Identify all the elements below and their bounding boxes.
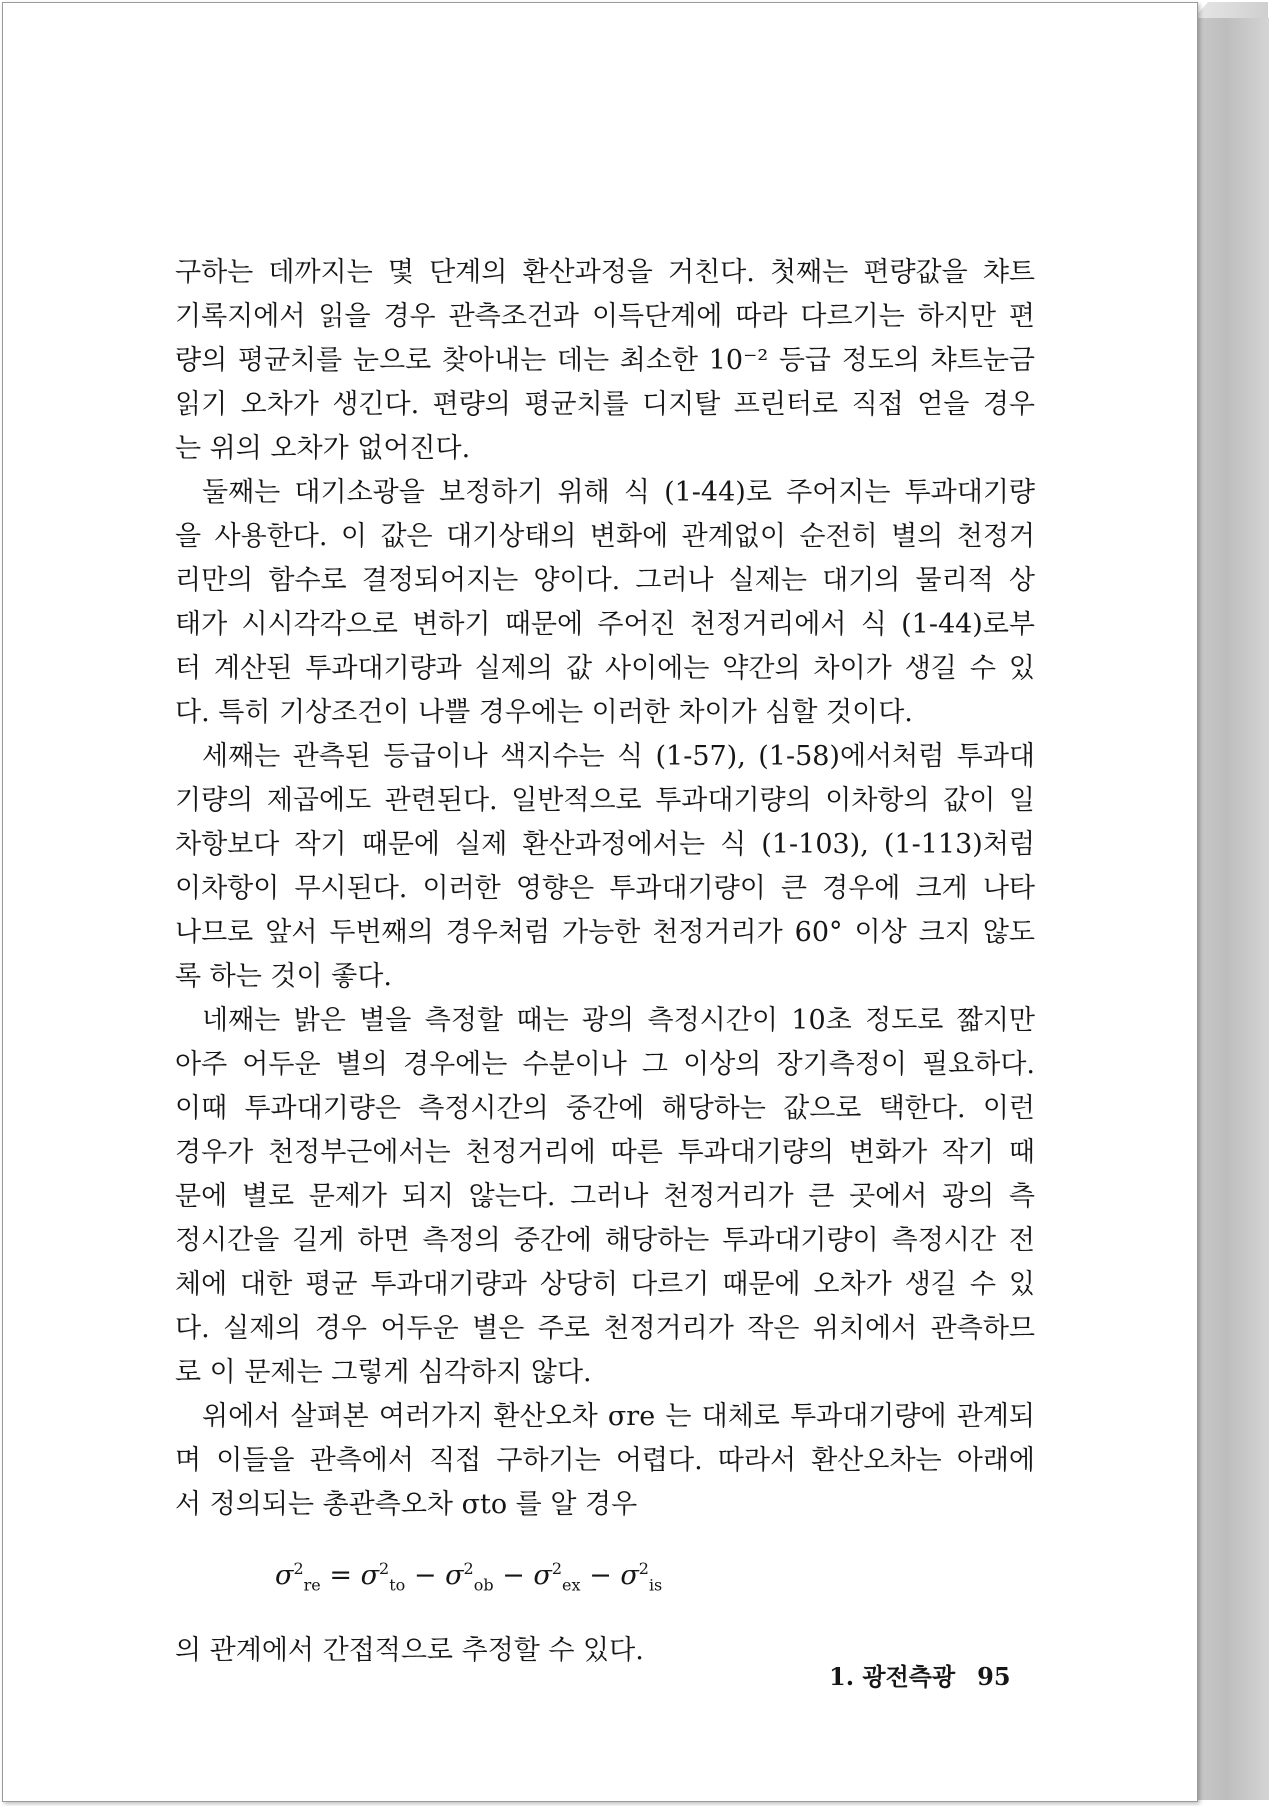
text-line: 네째는 밝은 별을 측정할 때는 광의 측정시간이 10초 정도로 짧지만 xyxy=(202,1005,1035,1036)
text-line: 리만의 함수로 결정되어지는 양이다. 그러나 실제는 대기의 물리적 상 xyxy=(175,565,1035,596)
text-line: 문에 별로 문제가 되지 않는다. 그러나 천정거리가 큰 곳에서 광의 측 xyxy=(175,1181,1035,1212)
eq-term: $\sigma^2_{is}$ xyxy=(620,1559,663,1595)
text-line: 터 계산된 투과대기량과 실제의 값 사이에는 약간의 차이가 생길 수 있 xyxy=(175,653,1035,684)
eq-operator: − xyxy=(413,1560,437,1591)
eq-term: $\sigma^2_{ob}$ xyxy=(445,1559,494,1595)
text-line: 태가 시시각각으로 변하기 때문에 주어진 천정거리에서 식 (1-44)로부 xyxy=(175,609,1035,640)
book-edge-right xyxy=(1196,18,1269,1800)
text-line: 체에 대한 평균 투과대기량과 상당히 다르기 때문에 오차가 생길 수 있 xyxy=(175,1269,1035,1300)
variance-equation xyxy=(175,1547,1035,1607)
text-line: 경우가 천정부근에서는 천정거리에 따른 투과대기량의 변화가 작기 때 xyxy=(175,1137,1035,1168)
text-line: 세째는 관측된 등급이나 색지수는 식 (1-57), (1-58)에서처럼 투과대 xyxy=(202,741,1035,772)
text-line: 차항보다 작기 때문에 실제 환산과정에서는 식 (1-103), (1-113)처럼 xyxy=(175,829,1035,860)
eq-term: $\sigma^2_{to}$ xyxy=(360,1559,406,1595)
text-line: 정시간을 길게 하면 측정의 중간에 해당하는 투과대기량이 측정시간 전 xyxy=(175,1225,1035,1256)
text-line: 기량의 제곱에도 관련된다. 일반적으로 투과대기량의 이차항의 값이 일 xyxy=(175,785,1035,816)
footer-section-title: 1. 광전측광 xyxy=(829,1662,956,1691)
text-line: 이때 투과대기량은 측정시간의 중간에 해당하는 값으로 택한다. 이런 xyxy=(175,1093,1035,1124)
text-line: 록 하는 것이 좋다. xyxy=(175,961,392,992)
text-line: 을 사용한다. 이 값은 대기상태의 변화에 관계없이 순전히 별의 천정거 xyxy=(175,521,1035,552)
text-line: 는 위의 오차가 없어진다. xyxy=(175,433,471,464)
text-line: 구하는 데까지는 몇 단계의 환산과정을 거친다. 첫째는 편량값을 챠트 xyxy=(175,257,1035,288)
running-footer xyxy=(829,1657,1011,1692)
page-number: 95 xyxy=(977,1662,1011,1691)
text-line: 위에서 살펴본 여러가지 환산오차 σre 는 대체로 투과대기량에 관계되 xyxy=(202,1401,1035,1432)
text-line: 서 정의되는 총관측오차 σto 를 알 경우 xyxy=(175,1489,638,1520)
text-line: 읽기 오차가 생긴다. 편량의 평균치를 디지탈 프린터로 직접 얻을 경우 xyxy=(175,389,1035,420)
eq-operator: = xyxy=(329,1560,352,1591)
eq-operator: − xyxy=(502,1560,525,1591)
text-line: 며 이들을 관측에서 직접 구하기는 어렵다. 따라서 환산오차는 아래에 xyxy=(175,1445,1035,1476)
eq-term: $\sigma^2_{re}$ xyxy=(275,1559,321,1595)
book-page xyxy=(2,2,1198,1802)
text-line: 다. 특히 기상조건이 나쁠 경우에는 이러한 차이가 심할 것이다. xyxy=(175,697,913,728)
text-line: 이차항이 무시된다. 이러한 영향은 투과대기량이 큰 경우에 크게 나타 xyxy=(175,873,1035,904)
text-line: 아주 어두운 별의 경우에는 수분이나 그 이상의 장기측정이 필요하다. xyxy=(175,1049,1035,1080)
body-text xyxy=(175,251,1035,1673)
text-line: 둘째는 대기소광을 보정하기 위해 식 (1-44)로 주어지는 투과대기량 xyxy=(202,477,1035,508)
closing-line: 의 관계에서 간접적으로 추정할 수 있다. xyxy=(175,1635,644,1667)
eq-term: $\sigma^2_{ex}$ xyxy=(533,1559,581,1595)
text-line: 량의 평균치를 눈으로 찾아내는 데는 최소한 10⁻² 등급 정도의 챠트눈금 xyxy=(175,345,1035,376)
text-line: 나므로 앞서 두번째의 경우처럼 가능한 천정거리가 60° 이상 크지 않도 xyxy=(175,917,1035,948)
eq-operator: − xyxy=(589,1560,612,1591)
text-line: 기록지에서 읽을 경우 관측조건과 이득단계에 따라 다르기는 하지만 편 xyxy=(175,301,1035,332)
text-line: 로 이 문제는 그렇게 심각하지 않다. xyxy=(175,1357,592,1388)
text-line: 다. 실제의 경우 어두운 별은 주로 천정거리가 작은 위치에서 관측하므 xyxy=(175,1313,1035,1344)
